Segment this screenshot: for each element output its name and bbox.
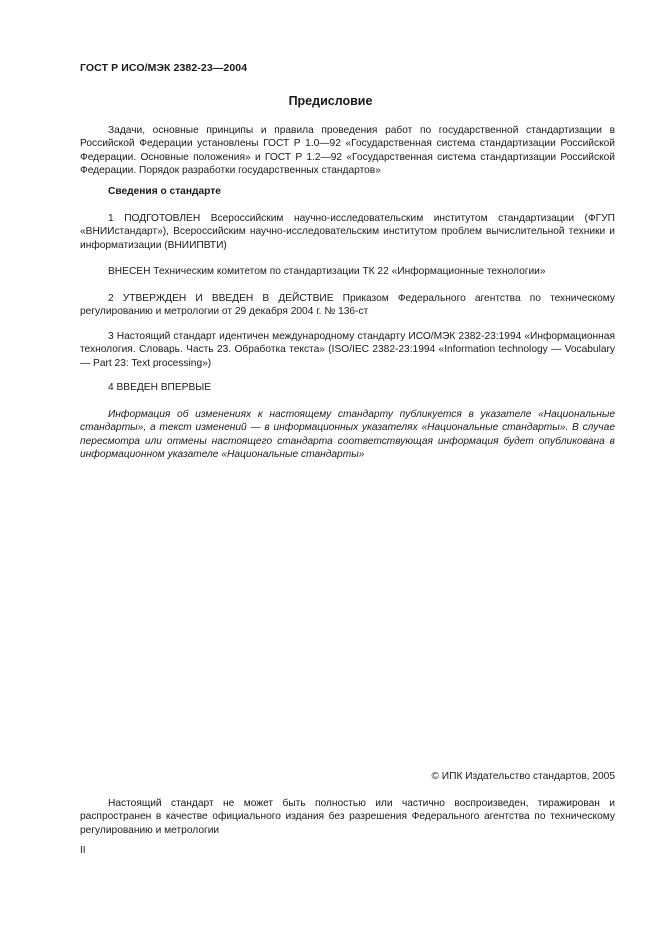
page-title: Предисловие [288,94,373,108]
item-identical-text: 3 Настоящий стандарт идентичен международному стандарту ИСО/МЭК 2382-23:1994 «Информационная технология. Словарь. Часть 23. Обработка текста» (ISO/IEC 2382-23:1994 «Information technology — Vocabulary — Part 23: Text processing») [80,331,615,369]
item-first-text: 4 ВВЕДЕН ВПЕРВЫЕ [108,382,212,393]
document-code-header: ГОСТ Р ИСО/МЭК 2382-23—2004 [80,62,248,74]
item-introduced-text: ВНЕСЕН Техническим комитетом по стандартизации ТК 22 «Информационные технологии» [108,266,546,277]
item-approved-text: 2 УТВЕРЖДЕН И ВВЕДЕН В ДЕЙСТВИЕ Приказом Федерального агентства по техническому регулированию и метрологии от 29 декабря 2004 г. № 136-ст [80,293,615,318]
section-heading-text: Сведения о стандарте [108,186,221,197]
section-heading [80,185,615,198]
reproduction-notice-text: Настоящий стандарт не может быть полностью или частично воспроизведен, тиражирован и распространен в качестве официального издания без разрешения Федерального агентства по техническому регулированию и метрологии [80,798,615,836]
changes-note [80,408,615,462]
changes-note-text: Информация об изменениях к настоящему стандарту публикуется в указателе «Национальные стандарты», а текст изменений — в информационных указателях «Национальные стандарты». В случае пересмотра или отмены настоящего стандарта соответствующая информация будет опубликована в информационном указателе «Национальные стандарты» [80,409,615,461]
intro-paragraph [80,124,615,178]
item-first [80,381,615,394]
intro-text: Задачи, основные принципы и правила проведения работ по государственной стандартизации в Российской Федерации установлены ГОСТ Р 1.0—92 «Государственная система стандартизации Российской Федерации. Основные положения» и ГОСТ Р 1.2—92 «Государственная система стандартизации Российской Федерации. Порядок разработки государственных стандартов» [80,125,615,177]
reproduction-notice [80,797,615,837]
copyright-line: © ИПК Издательство стандартов, 2005 [431,771,615,782]
item-prepared [80,212,615,252]
item-introduced [80,265,615,278]
item-approved [80,292,615,319]
page-number: II [80,845,86,856]
item-prepared-text: 1 ПОДГОТОВЛЕН Всероссийским научно-исследовательским институтом стандартизации (ФГУП «ВНИИстандарт»), Всероссийским научно-исследовательским институтом проблем вычислительной техники и информатизации (ВНИИПВТИ) [80,213,615,251]
item-identical [80,330,615,370]
